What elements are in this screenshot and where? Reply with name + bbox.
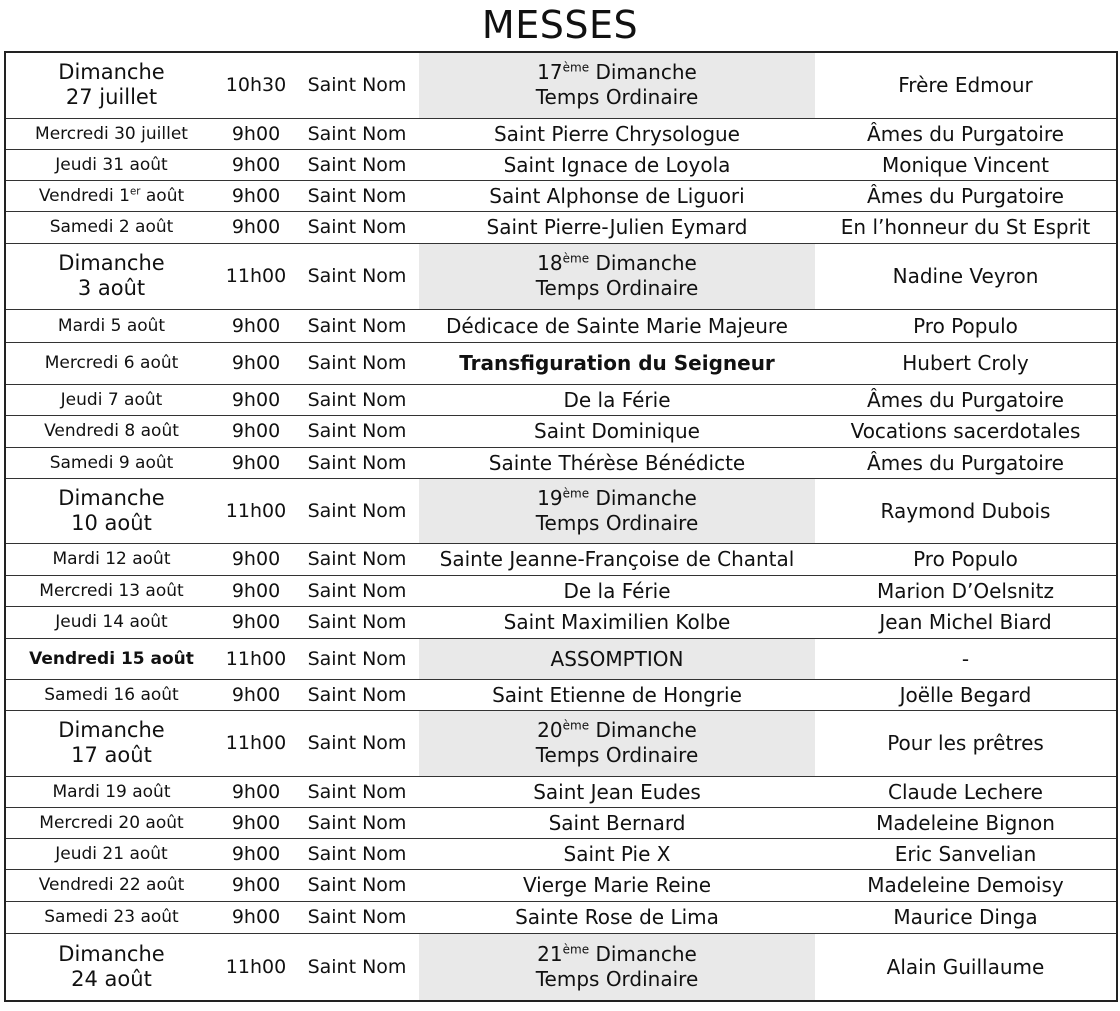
intention-text: Claude Lechere: [888, 779, 1043, 804]
celebration-text: De la Férie: [563, 387, 671, 412]
schedule-row: [5, 415, 1117, 447]
place-cell: [295, 118, 419, 149]
intention-cell: [815, 243, 1117, 309]
date-cell: [5, 901, 217, 933]
intention-text: Raymond Dubois: [880, 498, 1051, 523]
time-cell: [217, 838, 295, 869]
date-text: Mercredi 13 août: [39, 580, 184, 601]
date-cell: [5, 149, 217, 180]
page-title: MESSES: [481, 3, 639, 47]
liturgical-season: Temps Ordinaire: [535, 743, 699, 767]
date-text: Samedi 2 août: [49, 217, 174, 237]
place-cell: [295, 575, 419, 606]
time-text: 9h00: [231, 451, 281, 474]
schedule-row: [5, 638, 1117, 679]
day-name: Dimanche: [58, 485, 165, 510]
mass-schedule-table: [4, 51, 1118, 1002]
time-text: 9h00: [231, 122, 281, 145]
time-cell: [217, 415, 295, 447]
celebration-cell: [419, 309, 815, 342]
time-text: 9h00: [231, 683, 281, 706]
schedule-row: [5, 575, 1117, 606]
intention-cell: [815, 710, 1117, 776]
time-cell: [217, 447, 295, 478]
place-cell: [295, 180, 419, 211]
place-text: Saint Nom: [307, 184, 407, 207]
intention-text: Vocations sacerdotales: [850, 419, 1081, 443]
schedule-row: [5, 869, 1117, 901]
time-text: 9h00: [231, 216, 281, 238]
date-text: août: [140, 185, 185, 206]
time-text: 9h00: [231, 352, 281, 374]
celebration-cell: [419, 243, 815, 309]
time-text: 10h30: [225, 74, 287, 97]
place-text: Saint Nom: [307, 906, 407, 928]
liturgical-season: Temps Ordinaire: [535, 85, 699, 110]
sunday-label: Dimanche: [589, 941, 697, 966]
liturgical-season: Temps Ordinaire: [535, 966, 699, 991]
intention-cell: [815, 447, 1117, 478]
day-date: 27 juillet: [65, 85, 158, 110]
date-cell: [5, 180, 217, 211]
place-text: Saint Nom: [307, 611, 407, 633]
date-cell: [5, 869, 217, 901]
day-name: Dimanche: [58, 251, 165, 275]
intention-text: Marion D’Oelsnitz: [877, 578, 1054, 603]
place-text: Saint Nom: [307, 683, 407, 706]
schedule-row: [5, 149, 1117, 180]
date-cell: [5, 575, 217, 606]
date-text: Vendredi 15 août: [29, 648, 194, 669]
celebration-cell: [419, 838, 815, 869]
intention-cell: [815, 679, 1117, 710]
intention-text: Âmes du Purgatoire: [867, 183, 1064, 208]
intention-cell: [815, 211, 1117, 243]
place-cell: [295, 342, 419, 384]
place-text: Saint Nom: [307, 579, 407, 602]
day-date: 3 août: [77, 276, 146, 300]
sunday-suffix: ème: [562, 718, 590, 733]
celebration-cell: [419, 606, 815, 638]
date-cell: [5, 838, 217, 869]
sunday-label: Dimanche: [589, 251, 697, 275]
intention-cell: [815, 869, 1117, 901]
place-text: Saint Nom: [307, 874, 407, 896]
time-text: 9h00: [231, 611, 281, 633]
celebration-text: De la Férie: [563, 578, 671, 603]
place-text: Saint Nom: [307, 153, 407, 176]
intention-text: Jean Michel Biard: [879, 610, 1052, 634]
place-text: Saint Nom: [307, 780, 407, 803]
date-cell: [5, 309, 217, 342]
date-cell: [5, 118, 217, 149]
intention-text: Madeleine Demoisy: [867, 873, 1064, 897]
intention-text: Pro Populo: [913, 547, 1018, 571]
celebration-cell: [419, 342, 815, 384]
time-cell: [217, 679, 295, 710]
place-cell: [295, 415, 419, 447]
date-cell: [5, 384, 217, 415]
intention-text: Pro Populo: [913, 313, 1018, 338]
place-cell: [295, 901, 419, 933]
time-text: 9h00: [231, 420, 281, 442]
sunday-number: 21: [537, 941, 563, 966]
time-text: 11h00: [225, 955, 287, 978]
date-cell: [5, 776, 217, 807]
time-text: 9h00: [231, 579, 281, 602]
time-cell: [217, 543, 295, 575]
time-text: 11h00: [225, 499, 287, 522]
sunday-label: Dimanche: [589, 718, 697, 742]
time-text: 9h00: [231, 906, 281, 928]
celebration-text: Saint Pierre-Julien Eymard: [486, 215, 748, 239]
time-cell: [217, 384, 295, 415]
time-text: 9h00: [231, 811, 281, 834]
time-text: 9h00: [231, 548, 281, 570]
time-text: 9h00: [231, 780, 281, 803]
intention-cell: [815, 575, 1117, 606]
intention-cell: [815, 638, 1117, 679]
date-cell: [5, 52, 217, 118]
schedule-row: [5, 118, 1117, 149]
date-text: Mardi 5 août: [57, 315, 166, 336]
sunday-suffix: ème: [562, 942, 590, 957]
time-cell: [217, 901, 295, 933]
schedule-row: [5, 901, 1117, 933]
schedule-row: [5, 52, 1117, 118]
day-name: Dimanche: [58, 941, 165, 966]
celebration-text: Saint Bernard: [548, 810, 686, 835]
celebration-cell: [419, 710, 815, 776]
place-text: Saint Nom: [307, 216, 407, 238]
place-cell: [295, 447, 419, 478]
sunday-number: 19: [537, 485, 563, 510]
schedule-row: [5, 478, 1117, 543]
celebration-cell: [419, 478, 815, 543]
time-cell: [217, 575, 295, 606]
intention-cell: [815, 149, 1117, 180]
place-text: Saint Nom: [307, 811, 407, 834]
intention-text: Madeleine Bignon: [876, 810, 1055, 835]
intention-text: Eric Sanvelian: [894, 841, 1037, 866]
date-text: Vendredi 22 août: [38, 875, 185, 895]
place-text: Saint Nom: [307, 842, 407, 865]
date-text: Jeudi 14 août: [55, 612, 168, 632]
intention-text: Âmes du Purgatoire: [867, 121, 1064, 146]
schedule-row: [5, 807, 1117, 838]
celebration-text: Saint Alphonse de Liguori: [489, 183, 745, 208]
time-text: 9h00: [231, 184, 281, 207]
celebration-text: Saint Dominique: [534, 419, 700, 443]
date-text: Vendredi 1: [38, 185, 130, 206]
celebration-cell: [419, 933, 815, 1001]
schedule-row: [5, 776, 1117, 807]
sunday-suffix: ème: [562, 485, 590, 500]
date-text: Mercredi 6 août: [44, 353, 179, 373]
celebration-cell: [419, 776, 815, 807]
intention-cell: [815, 342, 1117, 384]
time-text: 9h00: [231, 388, 281, 411]
date-text: Vendredi 8 août: [44, 421, 179, 441]
time-cell: [217, 710, 295, 776]
schedule-row: [5, 606, 1117, 638]
sunday-suffix: ème: [562, 251, 590, 266]
intention-text: Pour les prêtres: [887, 731, 1044, 755]
date-cell: [5, 710, 217, 776]
date-cell: [5, 342, 217, 384]
place-cell: [295, 710, 419, 776]
celebration-text: Transfiguration du Seigneur: [459, 351, 775, 375]
celebration-text: Saint Pierre Chrysologue: [493, 121, 740, 146]
date-text: Jeudi 21 août: [55, 843, 168, 864]
place-cell: [295, 543, 419, 575]
date-text: Jeudi 31 août: [55, 154, 168, 175]
date-cell: [5, 243, 217, 309]
celebration-text: Sainte Rose de Lima: [515, 905, 719, 929]
liturgical-season: Temps Ordinaire: [535, 276, 699, 300]
schedule-row: [5, 211, 1117, 243]
celebration-cell: [419, 869, 815, 901]
liturgical-season: Temps Ordinaire: [535, 510, 699, 535]
intention-cell: [815, 606, 1117, 638]
intention-text: En l’honneur du St Esprit: [840, 215, 1091, 239]
celebration-cell: [419, 543, 815, 575]
date-cell: [5, 638, 217, 679]
celebration-cell: [419, 52, 815, 118]
sunday-suffix: ème: [562, 60, 590, 75]
celebration-cell: [419, 149, 815, 180]
date-cell: [5, 415, 217, 447]
time-cell: [217, 933, 295, 1001]
date-cell: [5, 807, 217, 838]
schedule-row: [5, 384, 1117, 415]
day-date: 17 août: [71, 743, 152, 767]
time-cell: [217, 869, 295, 901]
celebration-text: Saint Etienne de Hongrie: [492, 682, 742, 707]
sunday-number: 17: [537, 60, 563, 85]
sunday-label: Dimanche: [589, 485, 697, 510]
celebration-cell: [419, 575, 815, 606]
place-text: Saint Nom: [307, 548, 407, 570]
place-cell: [295, 52, 419, 118]
time-cell: [217, 118, 295, 149]
schedule-row: [5, 180, 1117, 211]
time-text: 11h00: [225, 732, 287, 754]
schedule-row: [5, 543, 1117, 575]
place-text: Saint Nom: [307, 499, 407, 522]
intention-cell: [815, 807, 1117, 838]
date-text: Samedi 23 août: [44, 907, 179, 927]
time-text: 9h00: [231, 874, 281, 896]
schedule-row: [5, 933, 1117, 1001]
date-cell: [5, 933, 217, 1001]
time-cell: [217, 180, 295, 211]
time-cell: [217, 211, 295, 243]
intention-cell: [815, 118, 1117, 149]
place-cell: [295, 638, 419, 679]
sunday-number: 20: [537, 718, 563, 742]
place-cell: [295, 478, 419, 543]
date-cell: [5, 543, 217, 575]
place-cell: [295, 933, 419, 1001]
date-sup: er: [130, 185, 141, 197]
intention-cell: [815, 415, 1117, 447]
date-text: Mardi 12 août: [52, 549, 171, 569]
date-cell: [5, 606, 217, 638]
date-text: Samedi 9 août: [49, 452, 174, 473]
place-text: Saint Nom: [307, 732, 407, 754]
time-cell: [217, 309, 295, 342]
date-text: Jeudi 7 août: [60, 389, 163, 410]
time-cell: [217, 342, 295, 384]
schedule-row: [5, 447, 1117, 478]
date-text: Mercredi 20 août: [39, 812, 184, 833]
time-text: 9h00: [231, 314, 281, 337]
celebration-cell: [419, 638, 815, 679]
celebration-text: Saint Jean Eudes: [533, 779, 701, 804]
date-cell: [5, 478, 217, 543]
schedule-row: [5, 838, 1117, 869]
time-cell: [217, 149, 295, 180]
place-cell: [295, 384, 419, 415]
place-cell: [295, 606, 419, 638]
intention-text: -: [961, 646, 970, 671]
celebration-text: Saint Pie X: [563, 841, 671, 866]
intention-text: Nadine Veyron: [892, 264, 1039, 288]
date-text: Samedi 16 août: [44, 684, 179, 705]
celebration-cell: [419, 118, 815, 149]
date-text: Mercredi 30 juillet: [35, 123, 188, 144]
place-text: Saint Nom: [307, 451, 407, 474]
date-cell: [5, 447, 217, 478]
day-date: 10 août: [71, 510, 152, 535]
intention-cell: [815, 776, 1117, 807]
celebration-cell: [419, 679, 815, 710]
date-cell: [5, 679, 217, 710]
schedule-row: [5, 243, 1117, 309]
place-text: Saint Nom: [307, 388, 407, 411]
place-text: Saint Nom: [307, 647, 407, 670]
intention-text: Âmes du Purgatoire: [867, 450, 1064, 475]
time-cell: [217, 807, 295, 838]
celebration-cell: [419, 447, 815, 478]
intention-text: Alain Guillaume: [886, 954, 1045, 979]
intention-text: Hubert Croly: [902, 351, 1029, 375]
date-cell: [5, 211, 217, 243]
celebration-text: Dédicace de Sainte Marie Majeure: [445, 313, 788, 338]
time-text: 9h00: [231, 153, 281, 176]
intention-text: Âmes du Purgatoire: [867, 387, 1064, 412]
celebration-cell: [419, 415, 815, 447]
place-cell: [295, 149, 419, 180]
time-text: 9h00: [231, 842, 281, 865]
place-cell: [295, 309, 419, 342]
celebration-cell: [419, 901, 815, 933]
celebration-text: Sainte Thérèse Bénédicte: [488, 450, 746, 475]
schedule-row: [5, 309, 1117, 342]
celebration-cell: [419, 211, 815, 243]
intention-cell: [815, 384, 1117, 415]
intention-text: Monique Vincent: [881, 152, 1050, 177]
intention-cell: [815, 309, 1117, 342]
intention-cell: [815, 901, 1117, 933]
sunday-label: Dimanche: [589, 60, 697, 85]
schedule-row: [5, 342, 1117, 384]
celebration-cell: [419, 384, 815, 415]
time-cell: [217, 776, 295, 807]
time-text: 11h00: [225, 647, 287, 670]
place-text: Saint Nom: [307, 314, 407, 337]
celebration-text: Vierge Marie Reine: [522, 873, 712, 897]
day-date: 24 août: [71, 966, 152, 991]
intention-text: Joëlle Begard: [899, 682, 1032, 707]
place-text: Saint Nom: [307, 955, 407, 978]
celebration-text: Saint Ignace de Loyola: [503, 152, 731, 177]
intention-cell: [815, 478, 1117, 543]
intention-cell: [815, 838, 1117, 869]
time-cell: [217, 606, 295, 638]
place-cell: [295, 807, 419, 838]
place-cell: [295, 679, 419, 710]
place-cell: [295, 838, 419, 869]
day-name: Dimanche: [58, 60, 165, 85]
place-text: Saint Nom: [307, 420, 407, 442]
place-text: Saint Nom: [307, 352, 407, 374]
schedule-row: [5, 679, 1117, 710]
place-text: Saint Nom: [307, 74, 407, 97]
intention-cell: [815, 52, 1117, 118]
intention-cell: [815, 180, 1117, 211]
intention-text: Frère Edmour: [898, 73, 1033, 98]
place-cell: [295, 243, 419, 309]
intention-cell: [815, 543, 1117, 575]
time-cell: [217, 638, 295, 679]
celebration-text: Sainte Jeanne-Françoise de Chantal: [439, 547, 795, 571]
place-cell: [295, 211, 419, 243]
intention-text: Maurice Dinga: [893, 905, 1038, 929]
time-cell: [217, 52, 295, 118]
place-cell: [295, 869, 419, 901]
place-cell: [295, 776, 419, 807]
day-name: Dimanche: [58, 718, 165, 742]
celebration-text: Saint Maximilien Kolbe: [503, 610, 731, 634]
sunday-number: 18: [537, 251, 563, 275]
celebration-cell: [419, 180, 815, 211]
time-cell: [217, 243, 295, 309]
intention-cell: [815, 933, 1117, 1001]
date-text: Mardi 19 août: [52, 781, 171, 802]
place-text: Saint Nom: [307, 265, 407, 287]
time-cell: [217, 478, 295, 543]
time-text: 11h00: [225, 265, 287, 287]
celebration-cell: [419, 807, 815, 838]
place-text: Saint Nom: [307, 122, 407, 145]
celebration-text: ASSOMPTION: [550, 646, 684, 671]
schedule-row: [5, 710, 1117, 776]
